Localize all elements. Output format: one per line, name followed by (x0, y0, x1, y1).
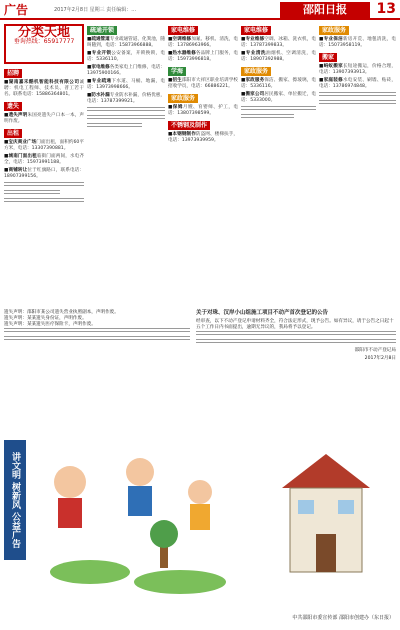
category-header: 家电维修 (168, 26, 198, 35)
entry-text: 朱国亮遗失户口本一本，声明作废。 (4, 113, 84, 124)
entry-text: 保洁、搬家、擦玻璃，电话：5336116。 (241, 78, 316, 89)
entry-text: 新房开荒、地毯清洗，电话：15073958119。 (319, 37, 396, 48)
entry-lead: ■疏通管道 (87, 37, 110, 42)
classified-entry (241, 37, 316, 49)
classified-brand-box (4, 24, 84, 64)
entry-lead: ■招生 (168, 78, 182, 83)
classified-entry (168, 105, 238, 117)
text-line (241, 106, 316, 112)
house-icon (278, 450, 374, 578)
issue-meta: 2017年2月8日 星期三 责任编辑：... (54, 7, 137, 13)
section-name: 广告 (4, 3, 29, 17)
classified-column-2 (87, 24, 165, 131)
entry-text: 加氟、移机、清洗，电话：13786963966。 (168, 37, 238, 48)
lost-notices (4, 310, 190, 344)
classified-column-1 (4, 24, 84, 206)
entry-lead: ■家庭装修 (319, 78, 343, 83)
classified-entry (168, 37, 238, 49)
classified-entry (4, 168, 84, 180)
notice-item: 遗失声明：邵阳市某公司遗失营业执照副本，声明作废。 (4, 310, 119, 315)
classified-entry (4, 80, 84, 98)
classified-entry (4, 154, 84, 166)
page-number: 13 (376, 1, 396, 17)
classified-entry (319, 78, 396, 90)
classified-column-3 (168, 24, 238, 146)
category-header: 家电维修 (241, 26, 271, 35)
entry-text: 专业疏通管道、化粪池，随叫随到，电话：15873966888。 (87, 37, 165, 48)
entry-text: 各类家电上门维修，电话：13975900166。 (87, 65, 165, 76)
text-line (87, 115, 165, 121)
classified-column-5 (319, 24, 396, 108)
entry-lead: ■专业疏通 (87, 79, 112, 84)
entry-text: 诚聘：机电工程师、技术员、普工若干名。联系电话：15886364801。 (4, 80, 84, 97)
classified-entry (241, 92, 316, 104)
entry-lead: ■商铺转让 (4, 168, 28, 173)
category-header: 搬家 (319, 53, 337, 62)
entry-text: 位于红旗路口，联系电话：18907399156。 (4, 168, 84, 179)
entry-text: 油烟机、空调清洗，电话：18907392988。 (241, 51, 316, 62)
category-header: 出租 (4, 129, 22, 138)
entry-lead: ■搬家公司 (241, 92, 265, 97)
classified-entry (168, 51, 238, 63)
masthead (0, 0, 400, 20)
notice-body: 经审查，以下不动产登记申请材料齐全，符合法定形式，现予公告。如有异议，请于公告之日起十五个工作日内书面提出，逾期无异议的，我局将予以登记。 (196, 319, 394, 330)
entry-text: 门面出租，面积约60平方米，电话：13307390881。 (4, 140, 84, 151)
entry-lead: ■城南门面出租 (4, 154, 37, 159)
entry-lead: ■热水器维修 (168, 51, 196, 56)
text-line (87, 123, 142, 129)
entry-lead: ■空调维修 (168, 37, 192, 42)
entry-text: 空调、冰箱、洗衣机，电话：13787399833。 (241, 37, 316, 48)
text-line (196, 331, 396, 337)
entry-lead: ■防水补漏 (87, 93, 110, 98)
entry-text: 居民搬家、单位搬迁，电话：5333000。 (241, 92, 316, 103)
registration-notice (196, 310, 396, 361)
text-line (196, 339, 396, 345)
classified-entry (241, 51, 316, 63)
psa-illustration-art (30, 442, 236, 622)
text-line (319, 100, 396, 106)
text-line (4, 190, 60, 196)
category-header: 不锈钢及制作 (168, 121, 210, 130)
text-line (319, 92, 396, 98)
classified-entry (241, 78, 316, 90)
entry-text: 专业防水补漏，价格优惠，电话：13787399921。 (87, 93, 165, 104)
notice-title: 关于对珠、汉岸小山组施工项目不动产首次登记的公告 (196, 310, 329, 316)
newspaper-logo: 邵阳日报 (280, 2, 370, 18)
psa-illustration (4, 440, 240, 626)
text-line (4, 198, 84, 204)
classified-entry (168, 78, 238, 90)
classified-title: 分类天地 (17, 25, 70, 40)
entry-text: 月嫂、育婴师、护工，电话：13807398599。 (168, 105, 238, 116)
classified-entry (87, 37, 165, 49)
classified-entry (87, 51, 165, 63)
category-header: 学海 (168, 67, 186, 76)
entry-lead: ■家电维修 (87, 65, 110, 70)
classified-entry (168, 132, 238, 144)
notice-item: 遗失声明：某某遗失医疗保险卡，声明作废。 (4, 322, 96, 327)
text-line (4, 336, 190, 342)
notice-item: 遗失声明：某某遗失身份证，声明作废。 (4, 316, 87, 321)
entry-lead: ■专业维修 (241, 37, 265, 42)
notice-signature: 邵阳市不动产登记局 (354, 348, 396, 353)
text-line (4, 328, 190, 334)
classified-entry (4, 113, 84, 125)
entry-text: 临街门面两间，水电齐全，电话：15973991188。 (4, 154, 84, 165)
psa-title: 讲文明 树新风 公益广告 (4, 440, 26, 560)
entry-text: 防盗网、楼梯扶手，电话：13973939959。 (168, 132, 238, 143)
classified-entry (87, 65, 165, 77)
category-header: 遗失 (4, 102, 22, 111)
entry-text: 公安备案，开锁换锁，电话：5336110。 (87, 51, 165, 62)
classified-entry (4, 140, 84, 152)
notice-date: 2017年2月8日 (364, 356, 396, 361)
entry-text: 水电安装、刷墙、贴砖，电话：13786974848。 (319, 78, 396, 89)
category-header: 疏通开锁 (87, 26, 117, 35)
entry-text: 下水道、马桶、地漏，电话：13973998666。 (87, 79, 165, 90)
entry-lead: ■保姆 (168, 105, 183, 110)
entry-lead: ■专业开锁 (87, 51, 112, 56)
classified-entry (319, 37, 396, 49)
classified-entry (87, 93, 165, 105)
text-line (87, 107, 165, 113)
entry-lead: ■蚂蚁搬家 (319, 64, 343, 69)
psa-house-caption: 中共邵阳市委宣传部 邵阳市创建办（东日报） (292, 615, 394, 621)
entry-lead: ■宝庆商业广场 (4, 140, 37, 145)
psa-house-ad (248, 440, 396, 626)
classified-hotline: 垂询热线：65917777 (13, 38, 75, 45)
entry-lead: ■遗失声明 (4, 113, 28, 118)
category-header: 家政服务 (319, 26, 349, 35)
classified-column-4 (241, 24, 316, 122)
classified-entry (319, 64, 396, 76)
text-line (4, 182, 84, 188)
entry-text: 各品牌上门服务，电话：15973996818。 (168, 51, 238, 62)
entry-lead: ■专业清洗 (241, 51, 266, 56)
entry-lead: ■家政服务 (241, 78, 265, 83)
text-line (241, 114, 294, 120)
entry-text: 邵阳市大祥区职业培训学校招收学员，电话：66886221。 (168, 78, 238, 89)
entry-lead: ■专业保洁 (319, 37, 343, 42)
entry-lead: ■本钢钢制作 (168, 132, 196, 137)
entry-lead: ■湖南嘉禾酷机智能科技有限公司 (4, 80, 80, 85)
entry-text: 长短途搬运，价格合理，电话：13907393913。 (319, 64, 396, 75)
classified-entry (87, 79, 165, 91)
category-header: 家政服务 (241, 67, 271, 76)
category-header: 招聘 (4, 69, 22, 78)
category-header: 家政服务 (168, 94, 198, 103)
